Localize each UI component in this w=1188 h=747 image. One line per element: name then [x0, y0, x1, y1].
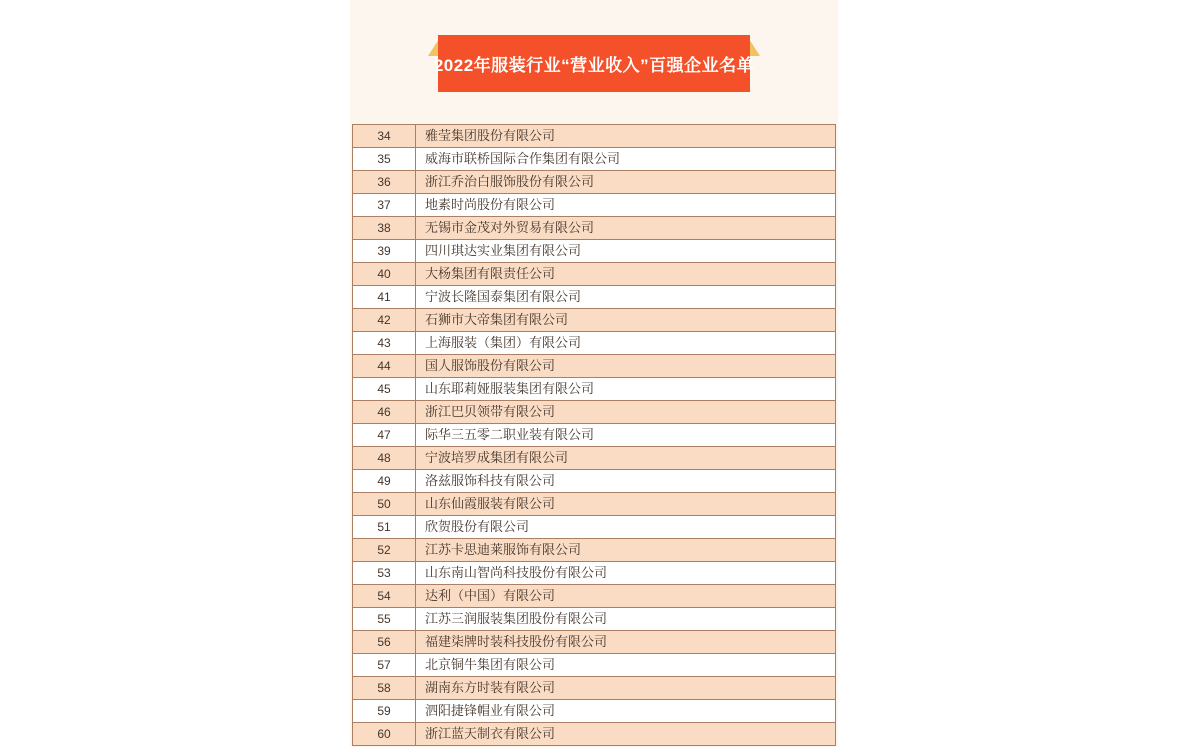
company-cell: 四川琪达实业集团有限公司 [416, 240, 836, 263]
rank-cell: 45 [353, 378, 416, 401]
rank-cell: 60 [353, 723, 416, 746]
rank-cell: 51 [353, 516, 416, 539]
company-cell: 宁波长隆国泰集团有限公司 [416, 286, 836, 309]
rank-cell: 53 [353, 562, 416, 585]
company-cell: 江苏三润服装集团股份有限公司 [416, 608, 836, 631]
rank-cell: 55 [353, 608, 416, 631]
rank-cell: 54 [353, 585, 416, 608]
company-cell: 威海市联桥国际合作集团有限公司 [416, 148, 836, 171]
company-cell: 洛兹服饰科技有限公司 [416, 470, 836, 493]
rank-cell: 43 [353, 332, 416, 355]
table-row [353, 493, 836, 516]
company-cell: 际华三五零二职业装有限公司 [416, 424, 836, 447]
rank-cell: 50 [353, 493, 416, 516]
company-cell: 山东南山智尚科技股份有限公司 [416, 562, 836, 585]
table-row [353, 194, 836, 217]
company-cell: 宁波培罗成集团有限公司 [416, 447, 836, 470]
table-row [353, 723, 836, 746]
table-row [353, 355, 836, 378]
table-row [353, 309, 836, 332]
table-row [353, 148, 836, 171]
table-row [353, 286, 836, 309]
company-cell: 浙江乔治白服饰股份有限公司 [416, 171, 836, 194]
company-cell: 浙江巴贝领带有限公司 [416, 401, 836, 424]
table-row [353, 608, 836, 631]
rank-cell: 44 [353, 355, 416, 378]
table-row [353, 700, 836, 723]
company-cell: 石狮市大帝集团有限公司 [416, 309, 836, 332]
rank-cell: 58 [353, 677, 416, 700]
rank-cell: 57 [353, 654, 416, 677]
table-row [353, 516, 836, 539]
banner-ribbon [433, 35, 755, 92]
company-cell: 江苏卡思迪莱服饰有限公司 [416, 539, 836, 562]
company-cell: 上海服装（集团）有限公司 [416, 332, 836, 355]
table-row [353, 447, 836, 470]
company-cell: 山东耶莉娅服装集团有限公司 [416, 378, 836, 401]
table-row [353, 401, 836, 424]
rank-cell: 47 [353, 424, 416, 447]
rank-cell: 52 [353, 539, 416, 562]
table-row [353, 217, 836, 240]
table-row [353, 378, 836, 401]
company-cell: 大杨集团有限责任公司 [416, 263, 836, 286]
rank-cell: 56 [353, 631, 416, 654]
rank-cell: 46 [353, 401, 416, 424]
table-row [353, 263, 836, 286]
table-row [353, 171, 836, 194]
table-row [353, 125, 836, 148]
rank-cell: 34 [353, 125, 416, 148]
table-row [353, 470, 836, 493]
rank-cell: 48 [353, 447, 416, 470]
company-cell: 泗阳捷锋帽业有限公司 [416, 700, 836, 723]
table-row [353, 585, 836, 608]
table-row [353, 562, 836, 585]
rank-cell: 39 [353, 240, 416, 263]
rank-cell: 36 [353, 171, 416, 194]
company-cell: 浙江蓝天制衣有限公司 [416, 723, 836, 746]
company-cell: 北京铜牛集团有限公司 [416, 654, 836, 677]
company-cell: 国人服饰股份有限公司 [416, 355, 836, 378]
page-title: 2022年服装行业“营业收入”百强企业名单 [433, 56, 755, 75]
company-cell: 湖南东方时装有限公司 [416, 677, 836, 700]
company-cell: 雅莹集团股份有限公司 [416, 125, 836, 148]
company-cell: 欣贺股份有限公司 [416, 516, 836, 539]
company-cell: 无锡市金茂对外贸易有限公司 [416, 217, 836, 240]
company-cell: 福建柒牌时装科技股份有限公司 [416, 631, 836, 654]
rank-cell: 40 [353, 263, 416, 286]
rank-cell: 41 [353, 286, 416, 309]
table-row [353, 677, 836, 700]
table-row [353, 654, 836, 677]
ranking-table [352, 124, 836, 746]
table-row [353, 631, 836, 654]
rank-cell: 35 [353, 148, 416, 171]
rank-cell: 49 [353, 470, 416, 493]
table-row [353, 539, 836, 562]
company-cell: 山东仙霞服装有限公司 [416, 493, 836, 516]
content-panel [350, 0, 838, 747]
rank-cell: 38 [353, 217, 416, 240]
table-row [353, 424, 836, 447]
company-cell: 地素时尚股份有限公司 [416, 194, 836, 217]
rank-cell: 59 [353, 700, 416, 723]
rank-cell: 37 [353, 194, 416, 217]
table-row [353, 332, 836, 355]
table-row [353, 240, 836, 263]
rank-cell: 42 [353, 309, 416, 332]
company-cell: 达利（中国）有限公司 [416, 585, 836, 608]
